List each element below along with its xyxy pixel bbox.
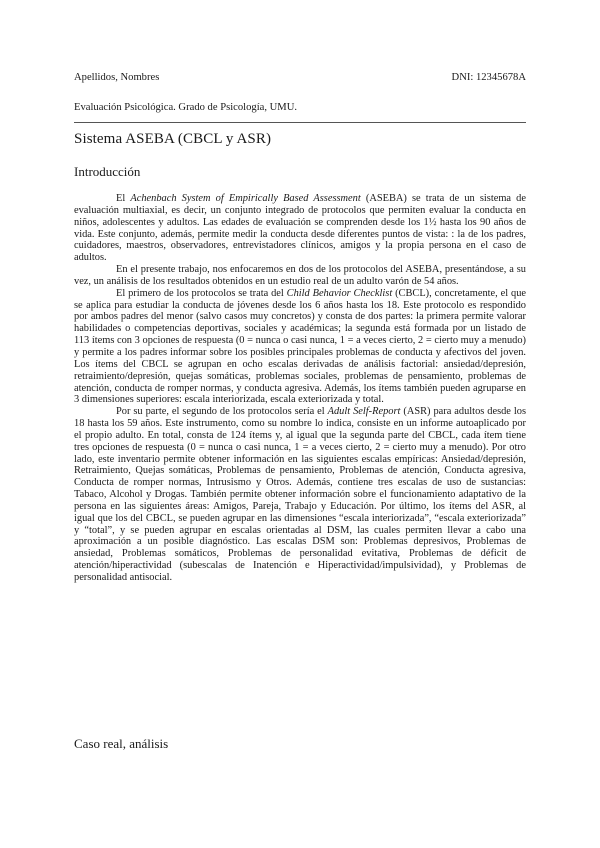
section-heading-introduccion: Introducción [74,164,141,179]
paragraph-4 [74,406,526,584]
paragraph-1 [74,193,526,264]
document-title: Sistema ASEBA (CBCL y ASR) [74,131,272,147]
paragraph-3 [74,288,526,406]
student-name: Apellidos, Nombres [74,72,160,83]
paragraph-3-post: (CBCL), concretamente, el que se aplica para estudiar la conducta de jóvenes desde los 6 años hasta los 18. Este protocolo es respondido por ambos padres del menor (salvo casos muy concretos) y consta de dos partes: la primera permite valorar habilidades o competencias deportivas, sociales y académicas; la segunda está formada por un listado de 113 ítems con 3 opciones de respuesta (0 = nunca o casi nunca, 1 = a veces cierto, 2 = cierto muy a menudo) y permite a los padres informar sobre los posibles principales problemas de conducta y afectivos del joven. Los ítems del CBCL se agrupan en ocho escalas derivadas de análisis factorial: ansiedad/depresión, retraimiento/depresión, quejas somáticas, problemas sociales, problemas de pensamiento, problemas de atención, conducta de romper normas, y conducta agresiva. Además, los ítems también pueden agruparse en 3 dimensiones superiores: escala interiorizada, escala exteriorizada y total. [74,287,526,406]
paragraph-4-post: (ASR) para adultos desde los 18 hasta los 59 años. Este instrumento, como su nombre lo indica, consiste en un informe autoaplicado por el propio adulto. En total, consta de 124 ítems y, al igual que la segunda parte del CBCL, cada ítem tiene tres opciones de respuesta (0 = nunca o casi nunca, 1 = a veces cierto, 2 = cierto muy a menudo). Por otro lado, este inventario permite obtener información en las siguientes escalas empíricas: Ansiedad/depresión, Retraimiento, Quejas somáticas, Problemas de pensamiento, Problemas de atención, Conducta agresiva, Conducta de romper normas, Intrusismo y Otros. Además, contiene tres escalas de uso de sustancias: Tabaco, Alcohol y Drogas. También permite obtener información sobre el funcionamiento adaptativo de la persona en las siguientes áreas: Amigos, Pareja, Trabajo y Educación. Por último, los ítems del ASR, al igual que los del CBCL, se pueden agrupar en las dimensiones “escala interiorizada”, “escala exteriorizada” y “total”, y se pueden agrupar en escalas orientadas al DSM, las cuales permiten llevar a cabo una aproximación a un posible diagnóstico. Las escalas DSM son: Problemas depresivos, Problemas de ansiedad, Problemas somáticos, Problemas de personalidad evitativa, Problemas de déficit de atención/hiperactividad (subescalas de Inatención e Hiperactividad/impulsividad), y Problemas de personalidad antisocial. [74,406,526,583]
paragraph-1-emphasis: Achenbach System of Empirically Based Assessment [130,193,361,204]
paragraph-3-pre: El primero de los protocolos se trata del [116,287,287,299]
paragraph-1-pre: El [116,193,131,204]
paragraph-1-post: (ASEBA) se trata de un sistema de evaluación multiaxial, es decir, un conjunto integrado de protocolos que permiten evaluar la conducta en niños, adolescentes y adultos. Las edades de evaluación se comprenden desde los 1½ hasta los 90 años de vida. Este conjunto, además, permite medir la conducta desde diferentes puntos de vista: : la de los padres, cuidadores, maestros, observadores, entrevistadores clínicos, amigos y la propia persona en el caso de adultos. [74,193,526,264]
body-text [74,193,526,584]
course-line: Evaluación Psicológica. Grado de Psicología, UMU. [74,102,298,113]
header-divider [74,122,526,123]
paragraph-3-emphasis: Child Behavior Checklist [286,287,393,299]
section-heading-caso-real: Caso real, análisis [74,736,169,751]
paragraph-4-emphasis: Adult Self-Report [327,406,401,418]
paragraph-4-pre: Por su parte, el segundo de los protocolos sería el [116,406,328,418]
student-dni: DNI: 12345678A [451,72,526,83]
paragraph-2: En el presente trabajo, nos enfocaremos en dos de los protocolos del ASEBA, presentándose, a su vez, un análisis de los resultados obtenidos en un estudio real de un adulto varón de 54 años. [74,264,526,287]
